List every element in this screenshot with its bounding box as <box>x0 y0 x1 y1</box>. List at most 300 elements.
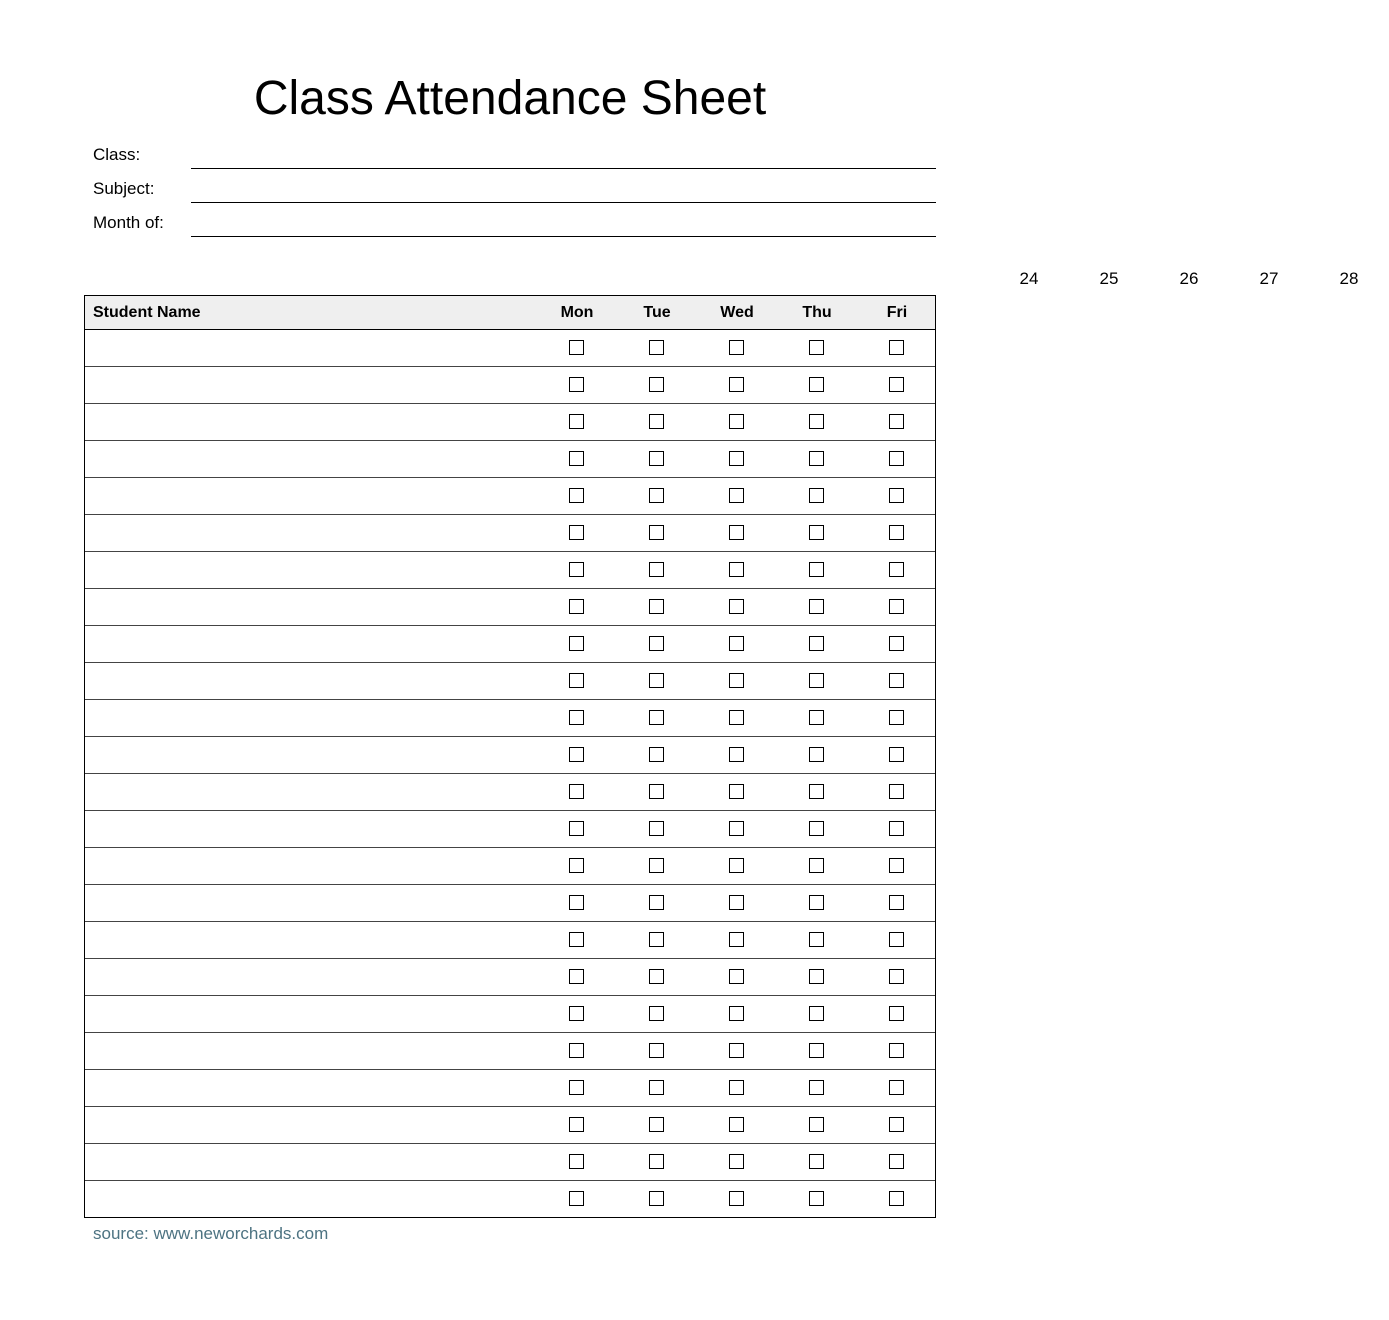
table-row <box>85 514 935 551</box>
form-field <box>93 139 936 169</box>
attendance-checkbox[interactable] <box>889 451 904 466</box>
attendance-cell-mon <box>537 626 617 662</box>
attendance-checkbox[interactable] <box>729 969 744 984</box>
attendance-cell-tue <box>617 404 697 440</box>
attendance-checkbox[interactable] <box>649 747 664 762</box>
attendance-checkbox[interactable] <box>649 858 664 873</box>
table-row <box>85 810 935 847</box>
attendance-cell-mon <box>537 441 617 477</box>
attendance-cell-tue <box>617 589 697 625</box>
attendance-cell-mon <box>537 811 617 847</box>
table-row <box>85 773 935 810</box>
day-header-mon: Mon <box>560 304 594 321</box>
attendance-cell-mon <box>537 663 617 699</box>
attendance-checkbox[interactable] <box>889 673 904 688</box>
attendance-cell-fri <box>857 959 937 995</box>
table-header-row <box>85 296 935 330</box>
form-field-label: Month of: <box>93 213 164 232</box>
attendance-checkbox[interactable] <box>809 414 824 429</box>
form-field-label: Subject: <box>93 179 155 198</box>
attendance-cell-mon <box>537 478 617 514</box>
day-header-thu: Thu <box>802 304 832 321</box>
attendance-checkbox[interactable] <box>809 932 824 947</box>
attendance-cell-tue <box>617 1107 697 1143</box>
attendance-checkbox[interactable] <box>809 1080 824 1095</box>
table-row <box>85 625 935 662</box>
attendance-checkbox[interactable] <box>809 821 824 836</box>
attendance-checkbox[interactable] <box>569 1117 584 1132</box>
attendance-checkbox[interactable] <box>809 340 824 355</box>
attendance-checkbox[interactable] <box>889 1117 904 1132</box>
student-name-header: Student Name <box>93 304 201 321</box>
attendance-checkbox[interactable] <box>649 525 664 540</box>
student-name-cell[interactable] <box>85 478 537 514</box>
attendance-checkbox[interactable] <box>729 488 744 503</box>
attendance-cell-wed <box>697 663 777 699</box>
attendance-cell-wed <box>697 330 777 366</box>
student-name-cell[interactable] <box>85 885 537 921</box>
day-header-wed: Wed <box>720 304 754 321</box>
attendance-cell-thu <box>777 404 857 440</box>
student-name-cell[interactable] <box>85 663 537 699</box>
attendance-cell-fri <box>857 552 937 588</box>
attendance-cell-wed <box>697 848 777 884</box>
attendance-cell-mon <box>537 737 617 773</box>
attendance-checkbox[interactable] <box>729 1154 744 1169</box>
attendance-checkbox[interactable] <box>889 821 904 836</box>
attendance-checkbox[interactable] <box>649 969 664 984</box>
attendance-cell-thu <box>777 626 857 662</box>
attendance-cell-mon <box>537 1033 617 1069</box>
attendance-checkbox[interactable] <box>889 1043 904 1058</box>
attendance-cell-fri <box>857 367 937 403</box>
attendance-cell-tue <box>617 441 697 477</box>
attendance-checkbox[interactable] <box>649 821 664 836</box>
attendance-checkbox[interactable] <box>729 1080 744 1095</box>
day-header-tue: Tue <box>643 304 671 321</box>
attendance-checkbox[interactable] <box>889 1080 904 1095</box>
attendance-cell-tue <box>617 1033 697 1069</box>
attendance-cell-mon <box>537 774 617 810</box>
student-name-cell[interactable] <box>85 515 537 551</box>
attendance-checkbox[interactable] <box>889 377 904 392</box>
attendance-cell-wed <box>697 737 777 773</box>
day-header-fri: Fri <box>886 304 908 321</box>
form-field-input-line[interactable] <box>191 202 936 203</box>
attendance-checkbox[interactable] <box>569 451 584 466</box>
table-row <box>85 403 935 440</box>
attendance-cell-mon <box>537 1181 617 1217</box>
student-name-cell[interactable] <box>85 1144 537 1180</box>
attendance-cell-fri <box>857 1181 937 1217</box>
attendance-checkbox[interactable] <box>649 1006 664 1021</box>
attendance-cell-wed <box>697 367 777 403</box>
attendance-checkbox[interactable] <box>729 1117 744 1132</box>
attendance-checkbox[interactable] <box>809 710 824 725</box>
date-numbers-row <box>537 267 1359 291</box>
attendance-checkbox[interactable] <box>809 525 824 540</box>
attendance-cell-mon <box>537 848 617 884</box>
attendance-checkbox[interactable] <box>649 488 664 503</box>
attendance-cell-thu <box>777 996 857 1032</box>
attendance-checkbox[interactable] <box>729 1191 744 1206</box>
attendance-checkbox[interactable] <box>569 414 584 429</box>
table-row <box>85 366 935 403</box>
attendance-cell-mon <box>537 330 617 366</box>
attendance-checkbox[interactable] <box>729 562 744 577</box>
table-row <box>85 330 935 366</box>
attendance-checkbox[interactable] <box>649 340 664 355</box>
attendance-cell-wed <box>697 1144 777 1180</box>
attendance-checkbox[interactable] <box>889 525 904 540</box>
attendance-checkbox[interactable] <box>729 525 744 540</box>
attendance-cell-thu <box>777 552 857 588</box>
attendance-cell-wed <box>697 589 777 625</box>
attendance-checkbox[interactable] <box>729 414 744 429</box>
table-row <box>85 736 935 773</box>
attendance-checkbox[interactable] <box>809 1117 824 1132</box>
student-name-cell[interactable] <box>85 1107 537 1143</box>
date-number: 24 <box>1019 269 1039 288</box>
attendance-cell-thu <box>777 1181 857 1217</box>
attendance-checkbox[interactable] <box>809 562 824 577</box>
attendance-checkbox[interactable] <box>809 599 824 614</box>
attendance-checkbox[interactable] <box>809 636 824 651</box>
attendance-cell-thu <box>777 589 857 625</box>
attendance-checkbox[interactable] <box>569 1191 584 1206</box>
attendance-cell-tue <box>617 626 697 662</box>
table-row <box>85 884 935 921</box>
student-name-cell[interactable] <box>85 848 537 884</box>
attendance-cell-thu <box>777 367 857 403</box>
attendance-cell-thu <box>777 885 857 921</box>
attendance-checkbox[interactable] <box>569 599 584 614</box>
attendance-cell-tue <box>617 367 697 403</box>
attendance-cell-fri <box>857 330 937 366</box>
attendance-cell-tue <box>617 811 697 847</box>
attendance-checkbox[interactable] <box>889 599 904 614</box>
attendance-cell-fri <box>857 404 937 440</box>
attendance-cell-wed <box>697 774 777 810</box>
attendance-cell-thu <box>777 1107 857 1143</box>
attendance-checkbox[interactable] <box>649 1080 664 1095</box>
attendance-cell-mon <box>537 996 617 1032</box>
attendance-checkbox[interactable] <box>569 636 584 651</box>
attendance-cell-mon <box>537 367 617 403</box>
attendance-checkbox[interactable] <box>809 488 824 503</box>
attendance-cell-tue <box>617 552 697 588</box>
attendance-cell-tue <box>617 774 697 810</box>
attendance-checkbox[interactable] <box>729 636 744 651</box>
attendance-checkbox[interactable] <box>569 340 584 355</box>
attendance-cell-tue <box>617 1144 697 1180</box>
attendance-cell-wed <box>697 1107 777 1143</box>
student-name-cell[interactable] <box>85 626 537 662</box>
attendance-cell-thu <box>777 848 857 884</box>
table-row <box>85 847 935 884</box>
attendance-checkbox[interactable] <box>649 932 664 947</box>
attendance-checkbox[interactable] <box>889 488 904 503</box>
attendance-checkbox[interactable] <box>889 747 904 762</box>
table-row <box>85 921 935 958</box>
attendance-checkbox[interactable] <box>569 377 584 392</box>
form-field-label: Class: <box>93 145 141 164</box>
date-number: 25 <box>1099 269 1119 288</box>
attendance-cell-thu <box>777 959 857 995</box>
table-row <box>85 995 935 1032</box>
attendance-checkbox[interactable] <box>889 895 904 910</box>
attendance-checkbox[interactable] <box>569 710 584 725</box>
attendance-cell-tue <box>617 515 697 551</box>
attendance-checkbox[interactable] <box>649 1191 664 1206</box>
attendance-checkbox[interactable] <box>729 451 744 466</box>
attendance-cell-fri <box>857 663 937 699</box>
attendance-checkbox[interactable] <box>569 1006 584 1021</box>
attendance-cell-wed <box>697 700 777 736</box>
attendance-cell-fri <box>857 922 937 958</box>
attendance-checkbox[interactable] <box>889 858 904 873</box>
form-field-input-line[interactable] <box>191 168 936 169</box>
attendance-cell-tue <box>617 478 697 514</box>
attendance-cell-thu <box>777 515 857 551</box>
attendance-cell-thu <box>777 774 857 810</box>
attendance-cell-wed <box>697 885 777 921</box>
source-credit: source: www.neworchards.com <box>93 1224 329 1243</box>
attendance-checkbox[interactable] <box>889 414 904 429</box>
form-field <box>93 173 936 203</box>
attendance-cell-thu <box>777 1144 857 1180</box>
attendance-checkbox[interactable] <box>889 784 904 799</box>
attendance-cell-fri <box>857 885 937 921</box>
attendance-checkbox[interactable] <box>729 710 744 725</box>
attendance-cell-fri <box>857 515 937 551</box>
student-name-cell[interactable] <box>85 774 537 810</box>
attendance-cell-wed <box>697 626 777 662</box>
attendance-cell-thu <box>777 330 857 366</box>
attendance-checkbox[interactable] <box>729 932 744 947</box>
table-row <box>85 477 935 514</box>
attendance-cell-fri <box>857 996 937 1032</box>
attendance-cell-fri <box>857 1070 937 1106</box>
attendance-checkbox[interactable] <box>809 747 824 762</box>
table-row <box>85 1069 935 1106</box>
student-name-cell[interactable] <box>85 996 537 1032</box>
attendance-cell-wed <box>697 441 777 477</box>
attendance-cell-tue <box>617 1070 697 1106</box>
attendance-cell-fri <box>857 700 937 736</box>
table-row <box>85 958 935 995</box>
student-name-cell[interactable] <box>85 589 537 625</box>
attendance-cell-mon <box>537 404 617 440</box>
attendance-cell-tue <box>617 885 697 921</box>
attendance-checkbox[interactable] <box>889 1006 904 1021</box>
attendance-cell-tue <box>617 330 697 366</box>
attendance-checkbox[interactable] <box>569 932 584 947</box>
attendance-checkbox[interactable] <box>569 858 584 873</box>
attendance-checkbox[interactable] <box>809 673 824 688</box>
attendance-cell-fri <box>857 1033 937 1069</box>
attendance-checkbox[interactable] <box>649 710 664 725</box>
student-name-cell[interactable] <box>85 959 537 995</box>
attendance-checkbox[interactable] <box>729 895 744 910</box>
attendance-checkbox[interactable] <box>569 525 584 540</box>
attendance-cell-fri <box>857 811 937 847</box>
student-name-cell[interactable] <box>85 441 537 477</box>
attendance-checkbox[interactable] <box>809 895 824 910</box>
attendance-checkbox[interactable] <box>649 673 664 688</box>
attendance-cell-fri <box>857 1107 937 1143</box>
attendance-checkbox[interactable] <box>569 1154 584 1169</box>
attendance-checkbox[interactable] <box>889 636 904 651</box>
table-row <box>85 1180 935 1217</box>
attendance-cell-thu <box>777 1033 857 1069</box>
date-number: 26 <box>1179 269 1199 288</box>
attendance-checkbox[interactable] <box>729 858 744 873</box>
attendance-checkbox[interactable] <box>649 562 664 577</box>
student-name-cell[interactable] <box>85 552 537 588</box>
attendance-checkbox[interactable] <box>649 451 664 466</box>
student-name-cell[interactable] <box>85 1070 537 1106</box>
attendance-checkbox[interactable] <box>729 821 744 836</box>
attendance-checkbox[interactable] <box>889 710 904 725</box>
attendance-cell-wed <box>697 1181 777 1217</box>
attendance-cell-mon <box>537 1107 617 1143</box>
attendance-checkbox[interactable] <box>809 1191 824 1206</box>
attendance-checkbox[interactable] <box>729 599 744 614</box>
attendance-checkbox[interactable] <box>569 895 584 910</box>
attendance-cell-fri <box>857 774 937 810</box>
attendance-checkbox[interactable] <box>569 747 584 762</box>
attendance-checkbox[interactable] <box>889 932 904 947</box>
student-name-cell[interactable] <box>85 737 537 773</box>
table-row <box>85 662 935 699</box>
attendance-cell-fri <box>857 848 937 884</box>
attendance-cell-wed <box>697 996 777 1032</box>
attendance-checkbox[interactable] <box>649 1154 664 1169</box>
attendance-cell-fri <box>857 737 937 773</box>
attendance-checkbox[interactable] <box>649 599 664 614</box>
student-name-cell[interactable] <box>85 811 537 847</box>
attendance-cell-tue <box>617 663 697 699</box>
attendance-checkbox[interactable] <box>569 1080 584 1095</box>
attendance-cell-fri <box>857 1144 937 1180</box>
attendance-cell-thu <box>777 737 857 773</box>
student-name-cell[interactable] <box>85 330 537 366</box>
attendance-cell-tue <box>617 737 697 773</box>
attendance-cell-tue <box>617 922 697 958</box>
attendance-checkbox[interactable] <box>729 1006 744 1021</box>
student-name-cell[interactable] <box>85 367 537 403</box>
attendance-cell-mon <box>537 552 617 588</box>
attendance-cell-wed <box>697 404 777 440</box>
attendance-checkbox[interactable] <box>569 488 584 503</box>
date-number: 28 <box>1339 269 1359 288</box>
attendance-cell-mon <box>537 515 617 551</box>
attendance-checkbox[interactable] <box>809 451 824 466</box>
attendance-checkbox[interactable] <box>569 784 584 799</box>
form-field-input-line[interactable] <box>191 236 936 237</box>
attendance-checkbox[interactable] <box>569 821 584 836</box>
attendance-checkbox[interactable] <box>729 784 744 799</box>
attendance-cell-thu <box>777 811 857 847</box>
table-row <box>85 699 935 736</box>
student-name-cell[interactable] <box>85 922 537 958</box>
attendance-cell-fri <box>857 626 937 662</box>
attendance-checkbox[interactable] <box>729 340 744 355</box>
attendance-cell-wed <box>697 1033 777 1069</box>
attendance-checkbox[interactable] <box>649 414 664 429</box>
attendance-cell-wed <box>697 922 777 958</box>
attendance-checkbox[interactable] <box>729 377 744 392</box>
table-row <box>85 551 935 588</box>
table-row <box>85 588 935 625</box>
attendance-checkbox[interactable] <box>889 1191 904 1206</box>
attendance-cell-thu <box>777 441 857 477</box>
attendance-checkbox[interactable] <box>649 1117 664 1132</box>
student-name-cell[interactable] <box>85 404 537 440</box>
table-row <box>85 1106 935 1143</box>
attendance-checkbox[interactable] <box>809 1154 824 1169</box>
attendance-checkbox[interactable] <box>889 562 904 577</box>
attendance-checkbox[interactable] <box>889 969 904 984</box>
attendance-checkbox[interactable] <box>649 377 664 392</box>
attendance-checkbox[interactable] <box>729 747 744 762</box>
attendance-checkbox[interactable] <box>729 1043 744 1058</box>
attendance-cell-wed <box>697 515 777 551</box>
attendance-cell-wed <box>697 811 777 847</box>
attendance-cell-thu <box>777 663 857 699</box>
attendance-cell-tue <box>617 959 697 995</box>
attendance-checkbox[interactable] <box>569 673 584 688</box>
attendance-checkbox[interactable] <box>889 1154 904 1169</box>
student-name-cell[interactable] <box>85 700 537 736</box>
attendance-cell-mon <box>537 885 617 921</box>
attendance-checkbox[interactable] <box>729 673 744 688</box>
attendance-checkbox[interactable] <box>649 895 664 910</box>
date-number: 27 <box>1259 269 1279 288</box>
form-field <box>93 207 936 237</box>
attendance-cell-tue <box>617 996 697 1032</box>
attendance-cell-wed <box>697 478 777 514</box>
attendance-cell-wed <box>697 959 777 995</box>
attendance-checkbox[interactable] <box>809 969 824 984</box>
attendance-cell-mon <box>537 922 617 958</box>
attendance-checkbox[interactable] <box>809 377 824 392</box>
attendance-cell-tue <box>617 848 697 884</box>
attendance-cell-thu <box>777 1070 857 1106</box>
attendance-checkbox[interactable] <box>809 1043 824 1058</box>
page-title: Class Attendance Sheet <box>253 72 767 125</box>
attendance-cell-thu <box>777 700 857 736</box>
attendance-cell-thu <box>777 478 857 514</box>
attendance-cell-fri <box>857 478 937 514</box>
student-name-cell[interactable] <box>85 1181 537 1217</box>
attendance-checkbox[interactable] <box>649 636 664 651</box>
attendance-checkbox[interactable] <box>649 784 664 799</box>
attendance-checkbox[interactable] <box>569 562 584 577</box>
attendance-checkbox[interactable] <box>569 969 584 984</box>
attendance-cell-thu <box>777 922 857 958</box>
attendance-checkbox[interactable] <box>649 1043 664 1058</box>
attendance-cell-fri <box>857 441 937 477</box>
attendance-checkbox[interactable] <box>809 784 824 799</box>
attendance-cell-fri <box>857 589 937 625</box>
attendance-checkbox[interactable] <box>809 858 824 873</box>
attendance-checkbox[interactable] <box>809 1006 824 1021</box>
attendance-checkbox[interactable] <box>889 340 904 355</box>
student-name-cell[interactable] <box>85 1033 537 1069</box>
attendance-checkbox[interactable] <box>569 1043 584 1058</box>
